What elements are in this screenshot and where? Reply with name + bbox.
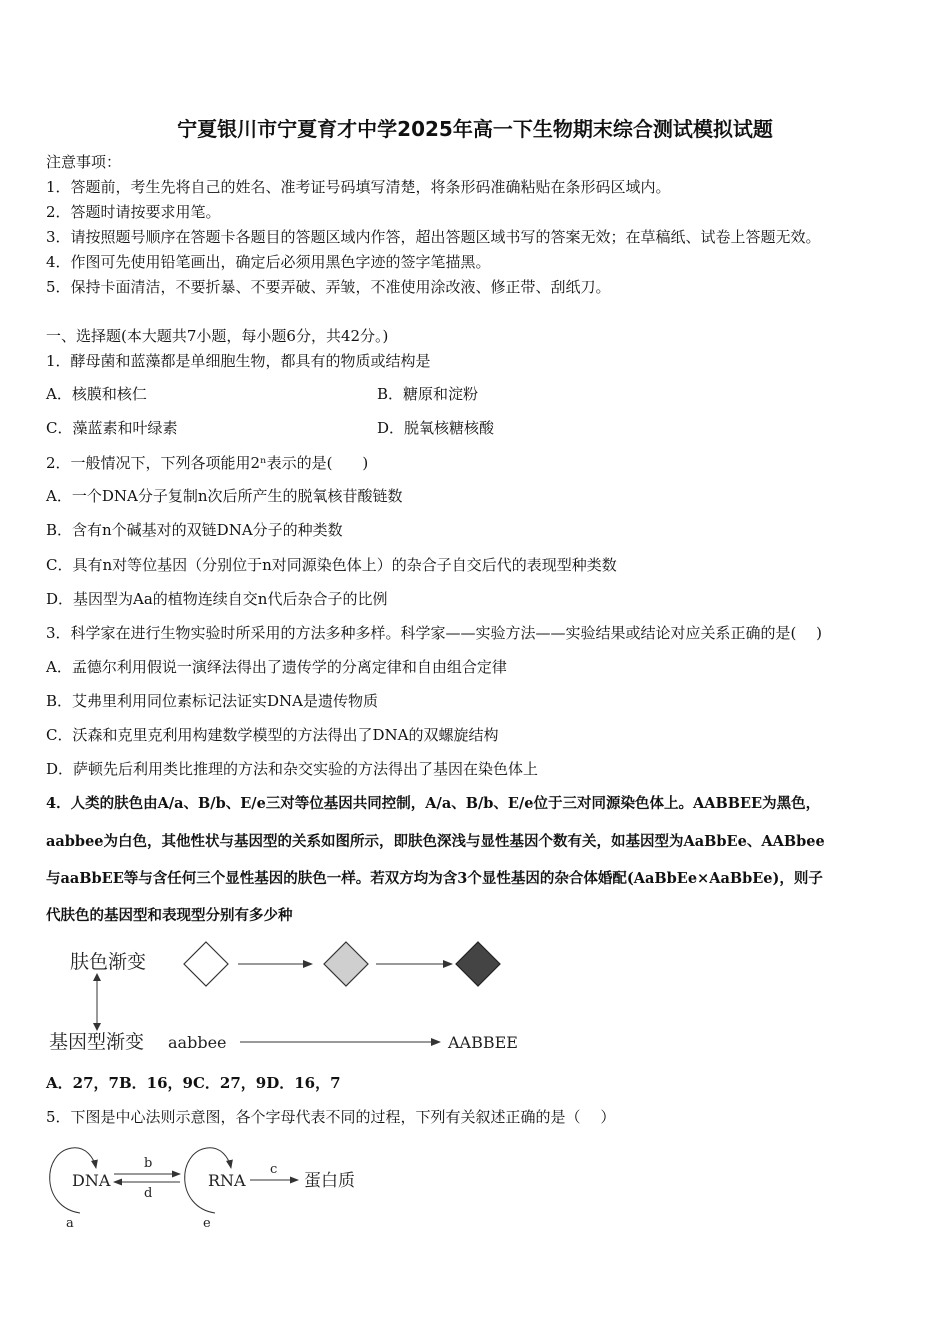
- protein-label: 蛋白质: [304, 1171, 355, 1191]
- q2-option-b: B．含有n个碱基对的双链DNA分子的种类数: [46, 521, 343, 539]
- notice-item-2: 2．答题时请按要求用笔。: [46, 203, 221, 221]
- notice-item-3: 3．请按照题号顺序在答题卡各题目的答题区域内作答，超出答题区域书写的答案无效；在草稿纸、试卷上答题无效。: [46, 228, 821, 246]
- diamond-white: [184, 942, 228, 986]
- notice-item-4: 4．作图可先使用铅笔画出，确定后必须用黑色字迹的签字笔描黑。: [46, 253, 491, 271]
- q4-stem-line-2: aabbee为白色，其他性状与基因型的关系如图所示，即肤色深浅与显性基因个数有关，如基因型为AaBbEe、AABbee: [46, 833, 825, 850]
- q4-stem-line-3: 与aaBbEE等与含任何三个显性基因的肤色一样。若双方均为含3个显性基因的杂合体婚配(AaBbEe×AaBbEe)，则子: [46, 870, 823, 887]
- q2-option-d: D．基因型为Aa的植物连续自交n代后杂合子的比例: [46, 590, 388, 608]
- genotype-label: 基因型渐变: [49, 1031, 145, 1053]
- q3-option-a: A．孟德尔利用假说一演绎法得出了遗传学的分离定律和自由组合定律: [46, 658, 507, 676]
- q1-stem: 1．酵母菌和蓝藻都是单细胞生物，都具有的物质或结构是: [46, 352, 431, 370]
- page-title: 宁夏银川市宁夏育才中学2025年高一下生物期末综合测试模拟试题: [177, 117, 773, 141]
- section-heading: 一、选择题(本大题共7小题，每小题6分，共42分。): [46, 327, 389, 345]
- q1-option-a: A．核膜和核仁: [46, 385, 147, 403]
- label-c: c: [270, 1162, 278, 1177]
- label-e: e: [203, 1216, 211, 1231]
- genotype-end: AABBEE: [448, 1033, 518, 1052]
- skin-color-label: 肤色渐变: [70, 951, 147, 973]
- genotype-start: aabbee: [168, 1033, 227, 1052]
- central-dogma-figure: [40, 1140, 380, 1235]
- q3-option-b: B．艾弗里利用同位素标记法证实DNA是遗传物质: [46, 692, 379, 710]
- dna-label: DNA: [72, 1171, 111, 1190]
- q3-option-d: D．萨顿先后利用类比推理的方法和杂交实验的方法得出了基因在染色体上: [46, 760, 539, 778]
- notice-item-5: 5．保持卡面清洁，不要折暴、不要弄破、弄皱，不准使用涂改液、修正带、刮纸刀。: [46, 278, 611, 296]
- diamond-dark: [456, 942, 500, 986]
- notice-heading: 注意事项：: [46, 153, 122, 171]
- q1-option-c: C．藻蓝素和叶绿素: [46, 419, 178, 437]
- rna-label: RNA: [208, 1171, 246, 1190]
- skin-color-gradient-figure: [40, 935, 560, 1060]
- q3-stem: 3．科学家在进行生物实验时所采用的方法多种多样。科学家——实验方法——实验结果或结论对应关系正确的是( ): [46, 624, 823, 642]
- q4-options: A．27，7B．16，9C．27，9D．16，7: [46, 1074, 341, 1092]
- q2-option-a: A．一个DNA分子复制n次后所产生的脱氧核苷酸链数: [46, 487, 403, 505]
- label-a: a: [66, 1216, 74, 1231]
- q1-option-d: D．脱氧核糖核酸: [377, 419, 495, 437]
- q4-stem-line-1: 4．人类的肤色由A/a、B/b、E/e三对等位基因共同控制，A/a、B/b、E/e位于三对同源染色体上。AABBEE为黑色，: [46, 795, 821, 812]
- q2-option-c: C．具有n对等位基因（分别位于n对同源染色体上）的杂合子自交后代的表现型种类数: [46, 556, 617, 574]
- q2-stem: 2．一般情况下，下列各项能用2ⁿ表示的是( ): [46, 454, 369, 472]
- notice-item-1: 1．答题前，考生先将自己的姓名、准考证号码填写清楚，将条形码准确粘贴在条形码区域内。: [46, 178, 671, 196]
- diamond-gray: [324, 942, 368, 986]
- label-b: b: [144, 1156, 153, 1171]
- q3-option-c: C．沃森和克里克利用构建数学模型的方法得出了DNA的双螺旋结构: [46, 726, 499, 744]
- q1-option-b: B．糖原和淀粉: [377, 385, 479, 403]
- label-d: d: [144, 1186, 153, 1201]
- q4-stem-line-4: 代肤色的基因型和表现型分别有多少种: [46, 907, 293, 924]
- q5-stem: 5．下图是中心法则示意图，各个字母代表不同的过程，下列有关叙述正确的是（ ）: [46, 1108, 616, 1126]
